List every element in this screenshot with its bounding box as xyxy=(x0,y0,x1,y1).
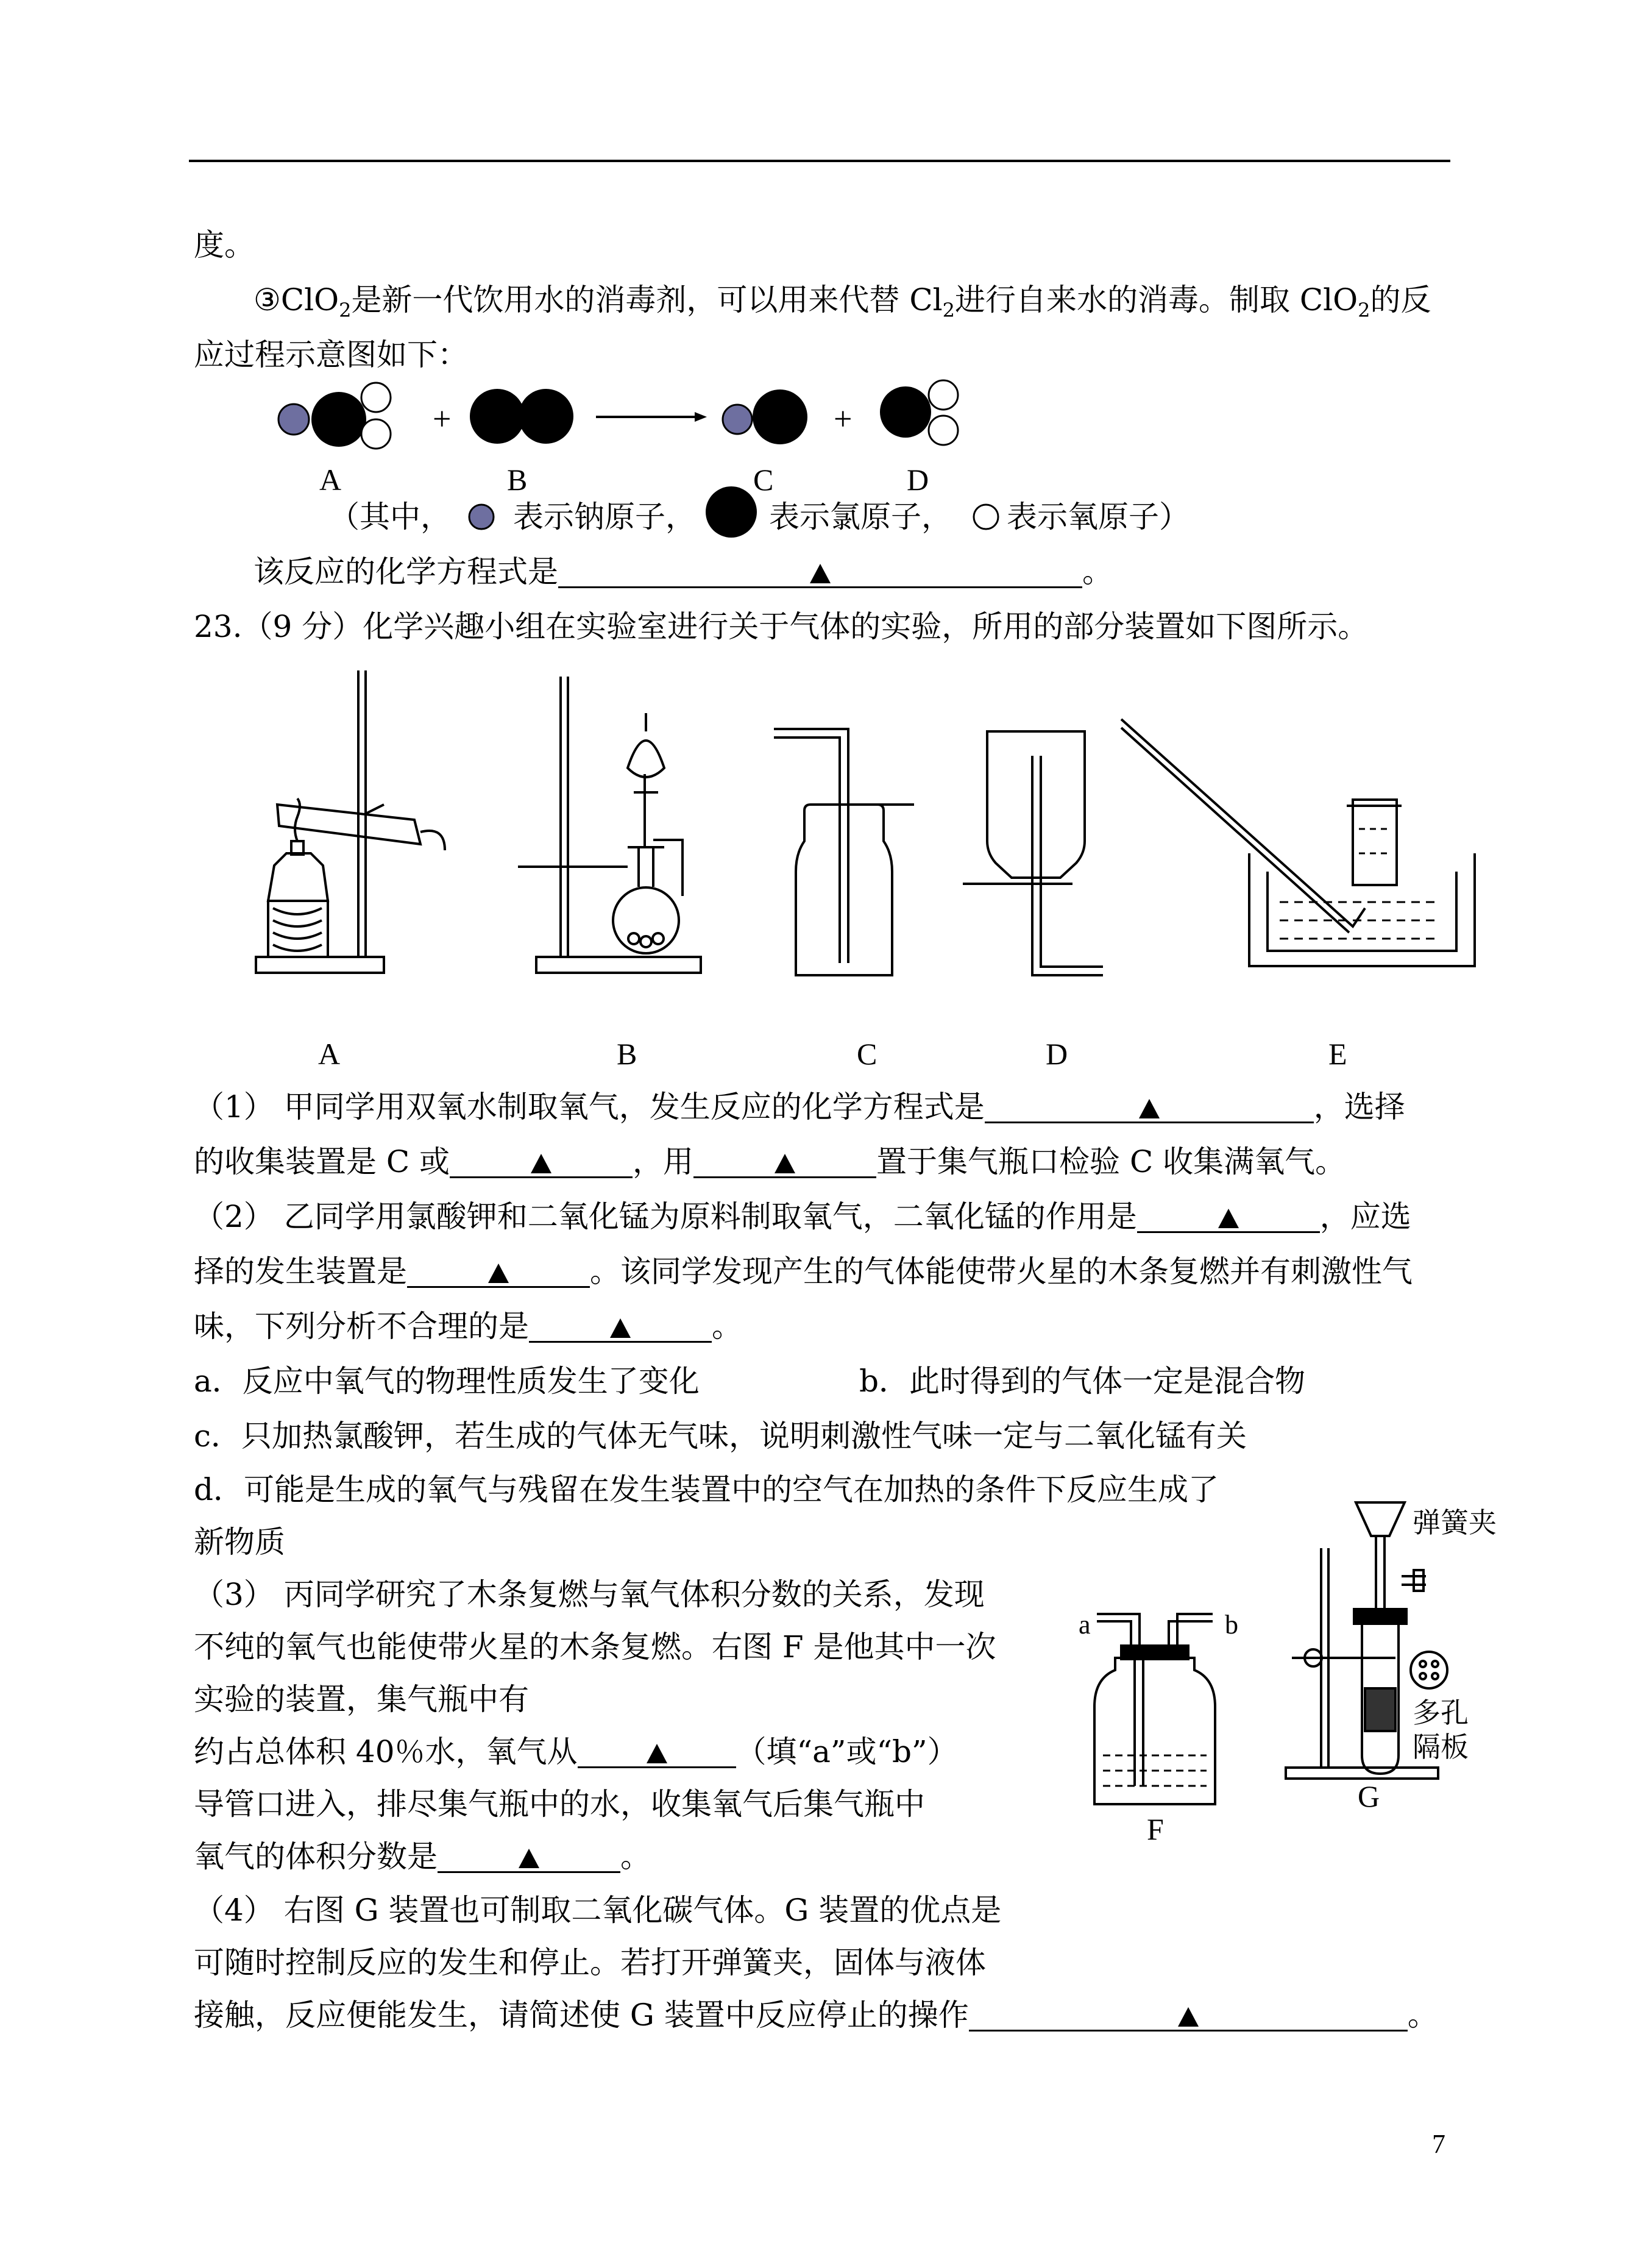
part-2-line-2: 择的发生装置是 。该同学发现产生的气体能使带火星的木条复燃并有刺激性气 xyxy=(194,1254,1413,1289)
part-3-line-3: 实验的装置，集气瓶中有 xyxy=(194,1682,529,1717)
figure-label-G: G xyxy=(1358,1779,1380,1813)
part-3-line-4: 约占总体积 40％水，氧气从 （填“a”或“b”） xyxy=(194,1734,958,1769)
porous-plate-label-2: 隔板 xyxy=(1413,1730,1469,1763)
figure-label-F: F xyxy=(1147,1812,1164,1846)
part-3-line-5: 导管口进入，排尽集气瓶中的水，收集氧气后集气瓶中 xyxy=(194,1786,925,1822)
option-a: a．反应中氧气的物理性质发生了变化 xyxy=(194,1363,700,1399)
molecule-label-C: C xyxy=(753,463,774,497)
question-23: 23.（9 分）化学兴趣小组在实验室进行关于气体的实验，所用的部分装置如下图所示。 xyxy=(194,609,1369,644)
part-3-line-2: 不纯的氧气也能使带火星的木条复燃。右图 F 是他其中一次 xyxy=(194,1629,996,1665)
part-4-line-2: 可随时控制反应的发生和停止。若打开弹簧夹，固体与液体 xyxy=(194,1945,986,1980)
equation-line: 该反应的化学方程式是 。 xyxy=(254,554,1113,589)
apparatus-label-C: C xyxy=(857,1037,878,1071)
molecule-label-D: D xyxy=(907,463,929,497)
option-c: c．只加热氯酸钾，若生成的气体无气味，说明刺激性气味一定与二氧化锰有关 xyxy=(194,1418,1247,1454)
plus-sign-2: + xyxy=(834,400,853,437)
part-2-line-3: 味，下列分析不合理的是 。 xyxy=(194,1309,742,1344)
legend-na: 表示钠原子， xyxy=(513,499,696,535)
molecule-label-B: B xyxy=(507,463,528,497)
option-b: b．此时得到的气体一定是混合物 xyxy=(859,1363,1306,1399)
part-3-line-6: 氧气的体积分数是 。 xyxy=(194,1839,651,1874)
part-3-line-1: （3） 丙同学研究了木条复燃与氧气体积分数的关系，发现 xyxy=(194,1577,985,1612)
part-4-line-3: 接触，反应便能发生，请简述使 G 装置中反应停止的操作 。 xyxy=(194,1997,1438,2033)
spring-clip-label: 弹簧夹 xyxy=(1413,1506,1497,1539)
apparatus-label-A: A xyxy=(318,1037,341,1071)
tube-label-b: b xyxy=(1225,1610,1238,1640)
part-1-line-2: 的收集装置是 C 或 ，用 置于集气瓶口检验 C 收集满氧气。 xyxy=(194,1144,1346,1179)
legend-o: 表示氧原子） xyxy=(1007,499,1190,535)
part-4-line-1: （4） 右图 G 装置也可制取二氧化碳气体。G 装置的优点是 xyxy=(194,1893,1002,1928)
tube-label-a: a xyxy=(1079,1610,1091,1640)
molecule-label-A: A xyxy=(319,463,342,497)
apparatus-label-B: B xyxy=(617,1037,637,1071)
option-d-line-1: d．可能是生成的氧气与残留在发生装置中的空气在加热的条件下反应生成了 xyxy=(194,1472,1219,1507)
option-d-line-2: 新物质 xyxy=(194,1524,285,1560)
text-line-clo2: ③ClO$_2$是新一代饮用水的消毒剂，可以用来代替 $Cl_2$进行自来水的消毒。制取 ClO$_2$的反 xyxy=(254,282,1431,322)
text-line-3: 应过程示意图如下： xyxy=(194,337,468,372)
part-1-line-1: （1） 甲同学用双氧水制取氧气，发生反应的化学方程式是 ，选择 xyxy=(194,1089,1405,1125)
apparatus-F xyxy=(1094,1614,1215,1804)
part-2-line-1: （2） 乙同学用氯酸钾和二氧化锰为原料制取氧气，二氧化锰的作用是 ，应选 xyxy=(194,1199,1411,1234)
porous-plate-label-1: 多孔 xyxy=(1413,1696,1469,1729)
apparatus-label-E: E xyxy=(1328,1037,1347,1071)
legend-cl: 表示氯原子， xyxy=(769,499,952,535)
plus-sign-1: + xyxy=(433,400,452,437)
page-number: 7 xyxy=(1432,2129,1445,2159)
legend-start: （其中， xyxy=(329,499,451,535)
apparatus-label-D: D xyxy=(1046,1037,1068,1071)
text-line-1: 度。 xyxy=(194,227,255,263)
